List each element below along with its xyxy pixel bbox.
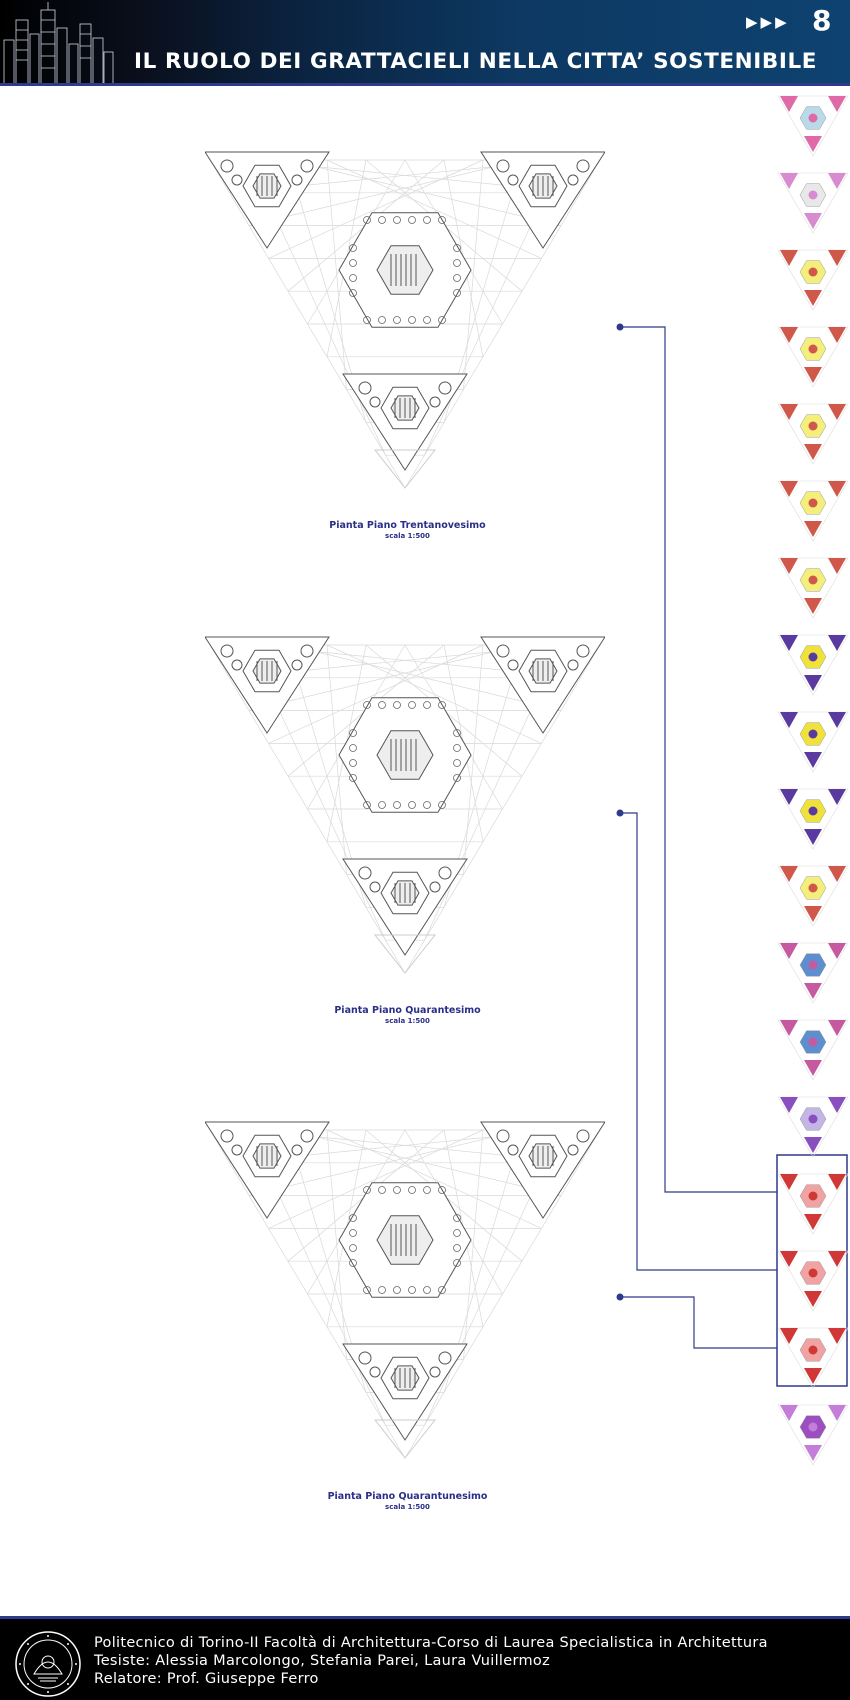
plan-title: Pianta Piano Quarantesimo	[334, 1005, 481, 1016]
skyline-illustration	[0, 0, 115, 84]
floor-thumbnail[interactable]	[776, 783, 850, 853]
plan-title: Pianta Piano Quarantunesimo	[327, 1491, 488, 1502]
floor-thumbnail[interactable]	[776, 1245, 850, 1315]
footer-authors: Tesiste: Alessia Marcolongo, Stefania Parei, Laura Vuillermoz	[94, 1653, 550, 1669]
page-number: 8	[812, 4, 832, 37]
floor-thumbnail[interactable]	[776, 475, 850, 545]
plan-scale: scala 1:500	[385, 532, 430, 540]
header-divider	[0, 83, 850, 86]
floor-thumbnail[interactable]	[776, 629, 850, 699]
plan-caption	[300, 1005, 515, 1025]
plan-caption	[300, 520, 515, 540]
floor-plan-drawing	[205, 1120, 605, 1465]
floor-plan-drawing	[205, 150, 605, 495]
plan-caption	[300, 1491, 515, 1511]
footer-divider	[0, 1616, 850, 1619]
floor-thumbnail[interactable]	[776, 244, 850, 314]
floor-thumbnail[interactable]	[776, 1322, 850, 1392]
politecnico-seal-icon	[14, 1630, 82, 1698]
plan-scale: scala 1:500	[385, 1017, 430, 1025]
floor-thumbnail[interactable]	[776, 1168, 850, 1238]
footer-supervisor: Relatore: Prof. Giuseppe Ferro	[94, 1671, 319, 1687]
floor-thumbnail[interactable]	[776, 860, 850, 930]
floor-thumbnail[interactable]	[776, 321, 850, 391]
page-title: IL RUOLO DEI GRATTACIELI NELLA CITTA’ SOSTENIBILE	[134, 49, 818, 74]
floor-thumbnail[interactable]	[776, 167, 850, 237]
footer-credits	[94, 1634, 768, 1688]
plan-title: Pianta Piano Trentanovesimo	[329, 520, 486, 531]
next-arrows-icon[interactable]: ▶▶▶	[746, 13, 790, 31]
floor-thumbnail[interactable]	[776, 1399, 850, 1469]
floor-thumbnail[interactable]	[776, 552, 850, 622]
floor-thumbnail[interactable]	[776, 706, 850, 776]
floor-thumbnail[interactable]	[776, 90, 850, 160]
header-banner	[0, 0, 850, 86]
floor-plan-drawing	[205, 635, 605, 980]
floor-thumbnail[interactable]	[776, 1091, 850, 1161]
footer-bar	[0, 1616, 850, 1700]
footer-institution: Politecnico di Torino-II Facoltà di Architettura-Corso di Laurea Specialistica in Architettura	[94, 1635, 768, 1651]
floor-thumbnail[interactable]	[776, 398, 850, 468]
plan-scale: scala 1:500	[385, 1503, 430, 1511]
floor-thumbnail[interactable]	[776, 937, 850, 1007]
floor-thumbnail[interactable]	[776, 1014, 850, 1084]
